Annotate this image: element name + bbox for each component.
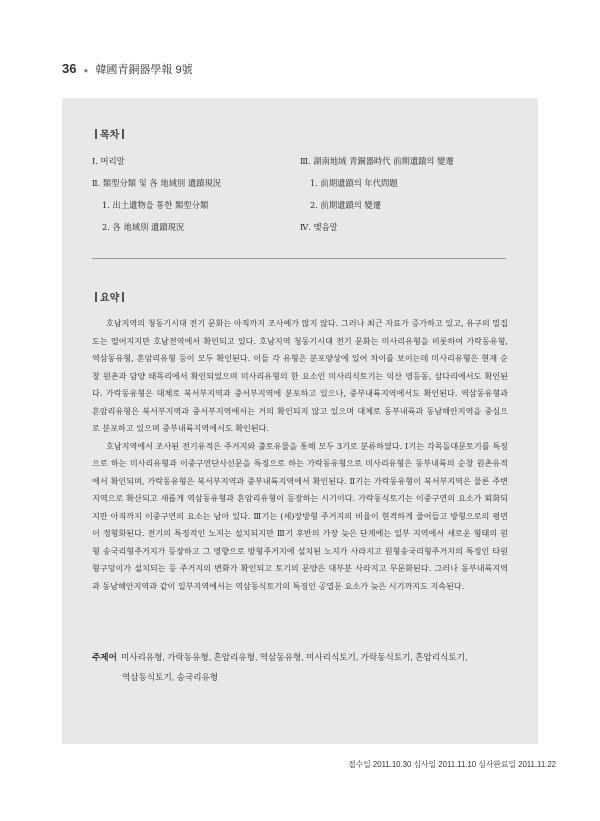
toc-heading-text: 목차 — [100, 130, 120, 141]
toc-left-column — [92, 150, 297, 238]
page-number: 36 — [62, 61, 77, 76]
header-bullet: ● — [83, 66, 89, 75]
keywords-label: 주제어 — [92, 652, 117, 662]
keywords-list: 미사리유형, 가락동유형, 흔암리유형, 역삼동유형, 미사리식토기, 가락동식토기, 흔암리식토기, — [120, 652, 468, 662]
toc-item: Ⅰ. 머리말 — [92, 156, 125, 166]
abstract-paragraph: 호남지역의 청동기시대 전기 문화는 아직까지 조사예가 많지 않다. 그러나 최근 자료가 증가하고 있고, 유구의 밀집도는 떨어지지만 호남전역에서 확인되고 있다. 호남지역 청동기시대 전기 문화는 미사리유형을 비롯하여 가락동유형, 역삼동유형, 흔암리유형 등이 모두 확인된다. 이들 각 유형은 분포양상에 있어 차이를 보이는데 미사리유형은 현재 순창 원촌과 담양 태목리에서 확인되었으며 미사리유형의 한 요소인 미사리식토기는 익산 영등동, 삼다리에서도 확인된다. 가락동유형은 대체로 북서부지역과 중서부지역에 분포하고 있으나, 중부내륙지역에서도 확인된다. 역삼동유형과 흔암리유형은 북서부지역과 중서부지역에서는 거의 확인되지 않고 있으며 대체로 동부내륙과 동남해안지역을 중심으로 분포하고 있으며 중부내륙지역에서도 확인된다. — [92, 318, 508, 433]
journal-title: 韓國青銅器學報 9號 — [95, 64, 193, 76]
running-header — [62, 61, 193, 77]
toc-item: 1. 前期遺蹟의 年代問題 — [310, 178, 398, 188]
heading-marker-icon — [95, 292, 97, 302]
abstract-paragraph: 호남지역에서 조사된 전기유적은 주거지와 출토유물을 통해 모두 3기로 분류하였다. Ⅰ기는 각목돌대문토기를 특징으로 하는 미사리유형과 이중구연단사선문을 특징으로 하는 가락동유형으로 미사리유형은 동부내륙의 순창 원촌유적에서 확인되며, 가락동유형은 북서부지역과 중부내륙지역에서 확인된다. Ⅱ기는 가락동유형이 북서부지역은 물론 주변지역으로 확산되고 새롭게 역삼동유형과 흔암리유형이 등장하는 시기이다. 가락동식토기는 이중구연의 요소가 퇴화되지만 아직까지 이중구연의 요소는 남아 있다. Ⅲ기는 (세)장방형 주거지의 비율이 현격하게 줄어들고 방형으로의 평면이 정형화된다. 전기의 특징적인 노지는 설치되지만 Ⅲ기 후반의 가장 늦은 단계에는 일부 지역에서 새로운 형태의 원형 송국리형주거지가 등장하고 그 영향으로 방형주거지에 설치된 노지가 사라지고 원형송국리형주거지의 특징인 타원형구덩이가 설치되는 등 주거지의 변화가 확인되고 토기의 문양은 대부분 사라지고 무문화된다. 그러나 동부내륙지역과 동남해안지역과 같이 일부지역에서는 역삼동식토기의 특징인 공열문 요소가 늦은 시기까지도 지속된다. — [92, 440, 508, 591]
heading-marker-icon — [122, 129, 124, 139]
keywords — [92, 647, 512, 687]
toc-item: 2. 各 地域別 遺蹟現況 — [102, 222, 185, 232]
abstract-body — [92, 315, 508, 595]
toc-heading — [92, 126, 127, 141]
toc-item: Ⅲ. 湖南地域 青銅器時代 前期遺蹟의 變遷 — [300, 156, 454, 166]
toc-item: Ⅳ. 맺음말 — [300, 222, 338, 232]
toc-item: Ⅱ. 類型分類 및 各 地域別 遺蹟現況 — [92, 178, 222, 188]
abstract-heading-text: 요약 — [100, 293, 120, 304]
heading-marker-icon — [122, 292, 124, 302]
section-divider — [92, 258, 506, 259]
toc-item: 2. 前期遺蹟의 變遷 — [310, 200, 381, 210]
toc-item: 1. 出土遺物을 통한 類型分類 — [102, 200, 209, 210]
heading-marker-icon — [95, 129, 97, 139]
review-dates: 접수일 2011.10.30 심사일 2011.11.10 심사완료일 2011.11.22 — [348, 760, 556, 769]
keywords-list-continued: 역삼동식토기, 송국리유형 — [122, 672, 219, 682]
toc-right-column — [300, 150, 520, 238]
abstract-heading — [92, 289, 127, 304]
